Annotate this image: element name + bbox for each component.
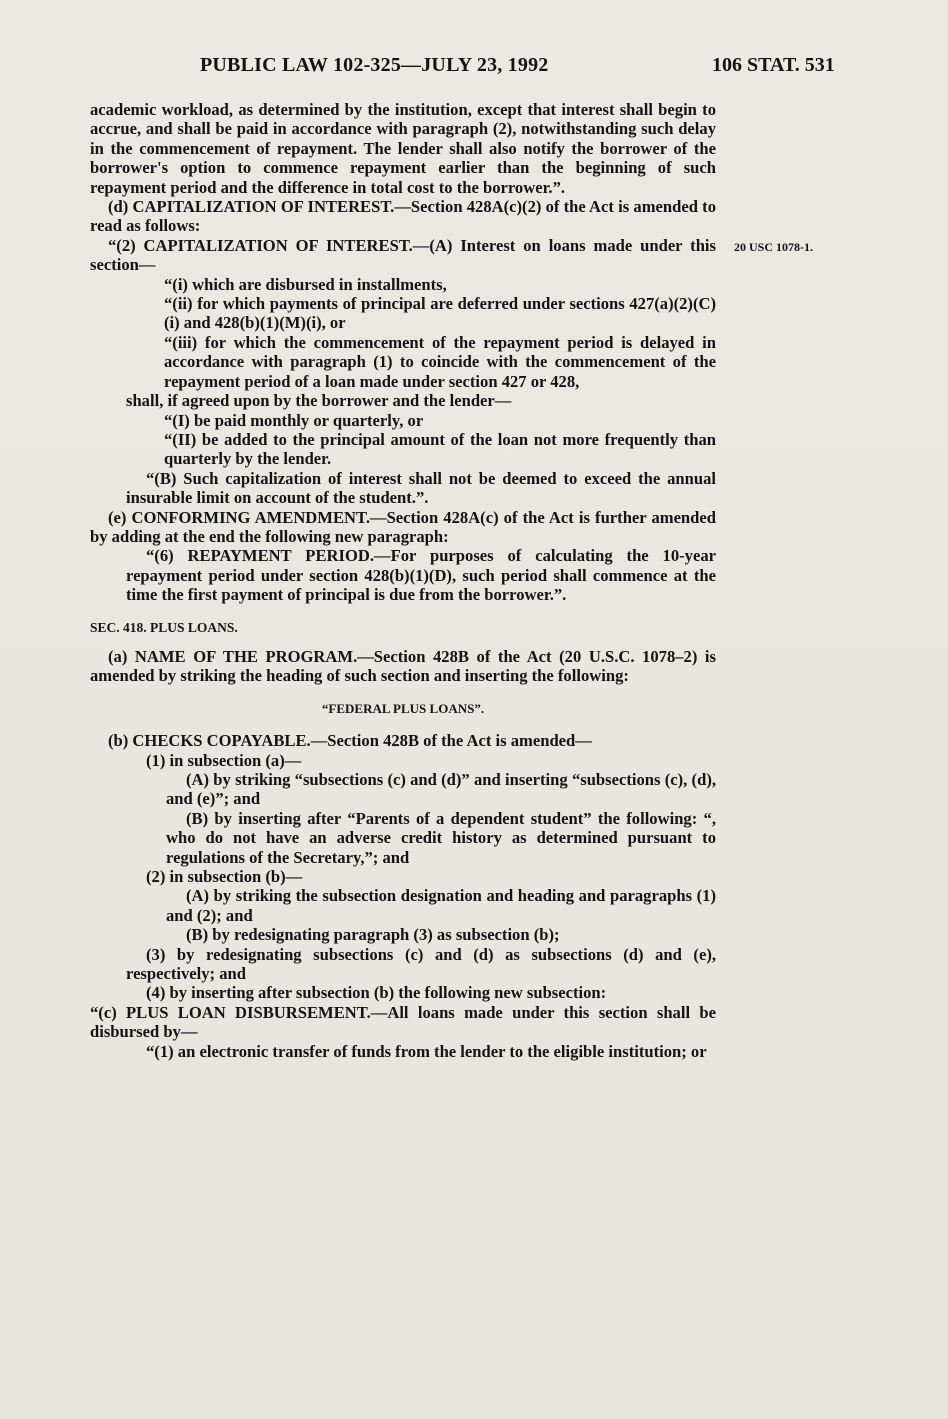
list-item: (A) by striking “subsections (c) and (d)” and inserting “subsections (c), (d), and (e)”; and: [166, 770, 716, 809]
margin-citation: 20 USC 1078-1.: [734, 240, 814, 254]
paragraph: “(2) CAPITALIZATION OF INTEREST.—(A) Interest on loans made under this section—: [90, 235, 716, 275]
paragraph: “(II) be added to the principal amount of the loan not more frequently than quarterly by the lender.: [164, 429, 716, 469]
paragraph: (d) CAPITALIZATION OF INTEREST.—Section 428A(c)(2) of the Act is amended to read as follows:: [90, 197, 716, 236]
running-head: PUBLIC LAW 102-325—JULY 23, 1992: [200, 54, 549, 76]
list-item: (A) by striking the subsection designation and heading and paragraphs (1) and (2); and: [166, 886, 716, 925]
paragraph: shall, if agreed upon by the borrower and the lender—: [126, 391, 512, 411]
paragraph: “(i) which are disbursed in installments,: [164, 274, 447, 294]
stat-page-number: 106 STAT. 531: [712, 54, 835, 76]
paragraph: (a) NAME OF THE PROGRAM.—Section 428B of the Act (20 U.S.C. 1078–2) is amended by striking the heading of such section and inserting the following:: [90, 646, 716, 686]
list-item: (4) by inserting after subsection (b) the following new subsection:: [146, 983, 607, 1003]
list-item: “(1) an electronic transfer of funds from the lender to the eligible institution; or: [146, 1041, 707, 1061]
list-item: (B) by redesignating paragraph (3) as subsection (b);: [186, 925, 560, 945]
paragraph: “(I) be paid monthly or quarterly, or: [164, 410, 424, 430]
body-text: [90, 100, 716, 1061]
paragraph: “(B) Such capitalization of interest shall not be deemed to exceed the annual insurable limit on account of the student.”.: [126, 468, 716, 508]
section-heading: SEC. 418. PLUS LOANS.: [90, 619, 238, 635]
paragraph: academic workload, as determined by the institution, except that interest shall begin to accrue, and shall be paid in accordance with paragraph (2), notwithstanding such delay in the commencement of repayment. The lender shall also notify the borrower of the borrower's option to commence repayment earlier than the beginning of such repayment period and the difference in total cost to the borrower.”.: [90, 100, 716, 197]
list-item: (3) by redesignating subsections (c) and (d) as subsections (d) and (e), respectively; and: [126, 944, 716, 984]
paragraph: (e) CONFORMING AMENDMENT.—Section 428A(c) of the Act is further amended by adding at the end the following new paragraph:: [90, 507, 716, 546]
list-item: (B) by inserting after “Parents of a dependent student” the following: “, who do not have an adverse credit history as determined pursuant to regulations of the Secretary,”; and: [166, 808, 716, 867]
paragraph: “(ii) for which payments of principal are deferred under sections 427(a)(2)(C)(i) and 428(b)(1)(M)(i), or: [164, 294, 716, 333]
center-heading: “FEDERAL PLUS LOANS”.: [321, 700, 485, 716]
list-item: (1) in subsection (a)—: [146, 750, 302, 770]
paragraph: “(iii) for which the commencement of the repayment period is delayed in accordance with paragraph (1) to coincide with the commencement of the repayment period of a loan made under section 427 or 428,: [164, 332, 716, 391]
paragraph: “(c) PLUS LOAN DISBURSEMENT.—All loans made under this section shall be disbursed by—: [90, 1002, 716, 1042]
paragraph: “(6) REPAYMENT PERIOD.—For purposes of calculating the 10-year repayment period under section 428(b)(1)(D), such period shall commence at the time the first payment of principal is due from the borrower.”.: [126, 546, 716, 605]
paragraph: (b) CHECKS COPAYABLE.—Section 428B of the Act is amended—: [108, 731, 592, 751]
list-item: (2) in subsection (b)—: [146, 867, 303, 887]
